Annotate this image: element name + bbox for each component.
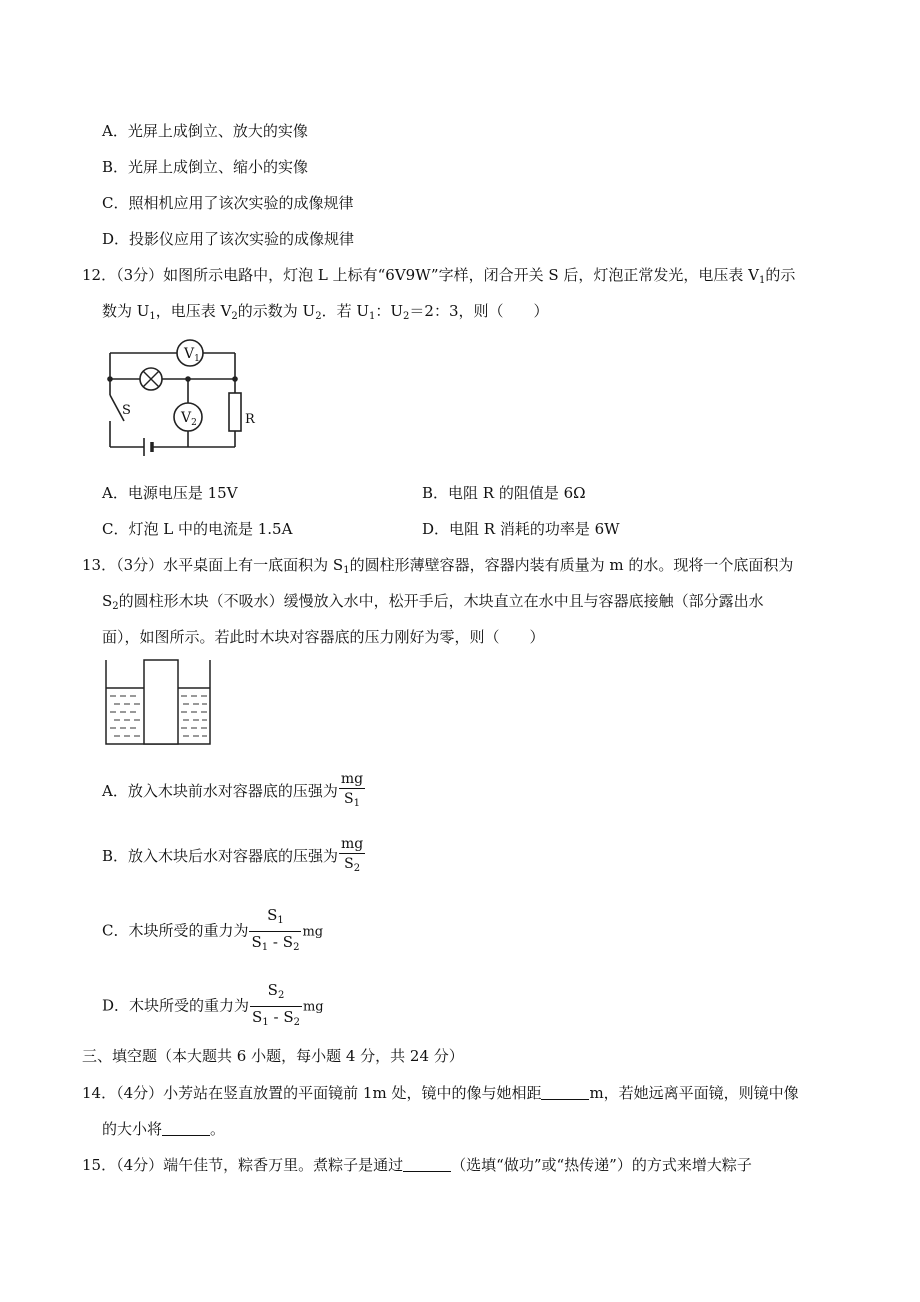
fraction-mg-over-s1: $\frac{mg}{S_1}$: [340, 771, 364, 809]
q14-stem-line1: 14．（4分）小芳站在竖直放置的平面镜前 1m 处，镜中的像与她相距 m，若她远离平面镜，则镜中像: [82, 1084, 799, 1102]
q13-option-c: C．木块所受的重力为 $\frac{S_1}{S_1 - S_2}$ mg: [102, 905, 323, 958]
q15-stem-line1: 15．（4分）端午佳节，粽香万里。煮粽子是通过 （选填“做功”或“热传递”）的方式来增大粽子: [82, 1156, 752, 1174]
q13-stem-line2: $S_2$的圆柱形木块（不吸水）缓慢放入水中，松开手后，木块直立在水中且与容器底接触（部分露出水: [102, 592, 764, 612]
container-diagram: [104, 658, 216, 748]
q11-option-a: A．光屏上成倒立、放大的实像: [102, 122, 308, 140]
lamp-symbol: [140, 368, 162, 390]
q14-number: 14．: [82, 1084, 117, 1102]
q15-score: （4分）: [116, 1156, 164, 1174]
fraction-mg-over-s2: $\frac{mg}{S_2}$: [341, 836, 364, 874]
q12-option-b: B．电阻 R 的阻值是 6Ω: [422, 484, 586, 502]
q14-blank-2[interactable]: [162, 1121, 210, 1136]
q12-option-a: A．电源电压是 15V: [102, 484, 238, 502]
q13-number: 13．: [82, 556, 117, 574]
q12-option-c: C．灯泡 L 中的电流是 1.5A: [102, 520, 293, 538]
section-title: 三、填空题（本大题共 6 小题，每小题 4 分，共 24 分）: [82, 1047, 464, 1065]
resistor-symbol: [229, 393, 241, 431]
q12-stem-line2: 数为 $U_1$，电压表 $V_2$的示数为 $U_2$．若 $U_1$：$U_2=2$：3，则（ ）: [102, 302, 549, 322]
q13-option-a: A．放入木块前水对容器底的压强为 $\frac{mg}{S_1}$: [102, 770, 366, 814]
switch-label: S: [122, 403, 131, 418]
q13-stem-line1: 13．（3分）水平桌面上有一底面积为 $S_1$的圆柱形薄壁容器，容器内装有质量为 m 的水。现将一个底面积为: [82, 556, 794, 576]
q14-score: （4分）: [116, 1084, 164, 1102]
q13-score: （3分）: [116, 556, 164, 574]
q13-option-b: B．放入木块后水对容器底的压强为 $\frac{mg}{S_2}$: [102, 835, 366, 879]
q11-option-c: C．照相机应用了该次实验的成像规律: [102, 194, 354, 212]
q11-option-b: B．光屏上成倒立、缩小的实像: [102, 158, 309, 176]
q12-stem-line1: 12．（3分）如图所示电路中，灯泡 L 上标有“6V9W”字样，闭合开关 S 后，灯泡正常发光，电压表 $V_1$的示: [82, 266, 796, 286]
q12-number: 12．: [82, 266, 117, 284]
q15-number: 15．: [82, 1156, 117, 1174]
q13-stem-line3: 面），如图所示。若此时木块对容器底的压力刚好为零，则（ ）: [102, 628, 545, 646]
q13-option-d: D．木块所受的重力为 $\frac{S_2}{S_1 - S_2}$ mg: [102, 980, 324, 1033]
q12-option-d: D．电阻 R 消耗的功率是 6W: [422, 520, 620, 538]
q11-option-d: D．投影仪应用了该次实验的成像规律: [102, 230, 355, 248]
q14-stem-line2: 的大小将 。: [102, 1120, 226, 1138]
v2-label: $V_2$: [181, 410, 197, 428]
q15-blank-1[interactable]: [403, 1157, 451, 1172]
q12-score: （3分）: [116, 266, 164, 284]
resistor-label: R: [245, 412, 255, 427]
circuit-diagram: [100, 335, 270, 465]
q14-blank-1[interactable]: [541, 1085, 589, 1100]
fraction-s1-over-diff: $\frac{S_1}{S_1 - S_2}$: [251, 906, 300, 953]
fraction-s2-over-diff: $\frac{S_2}{S_1 - S_2}$: [252, 981, 300, 1028]
battery-symbol: [144, 438, 152, 456]
v1-label: $V_1$: [184, 346, 200, 364]
